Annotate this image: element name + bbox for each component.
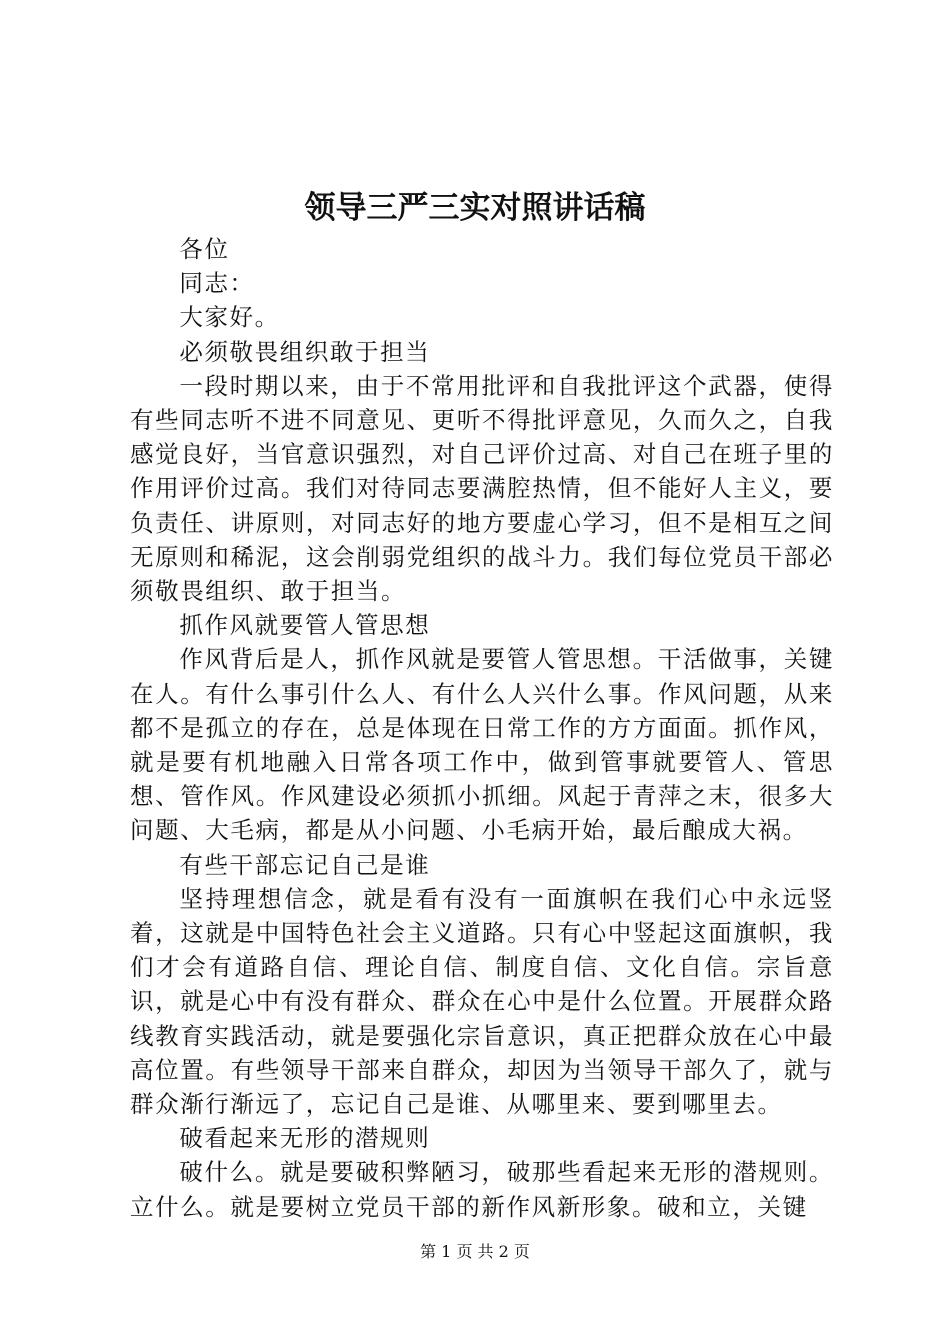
section-heading: 破看起来无形的潜规则	[179, 1124, 431, 1153]
body-paragraph: 坚持理想信念，就是看有没有一面旗帜在我们心中永远竖着，这就是中国特色社会主义道路。只有心中竖起这面旗帜，我们才会有道路自信、理论自信、制度自信、文化自信。宗旨意识，就是心中有没有群众、群众在心中是什么位置。开展群众路线教育实践活动，就是要强化宗旨意识，真正把群众放在心中最高位置。有些领导干部来自群众，却因为当领导干部久了，就与群众渐行渐远了，忘记自己是谁、从哪里来、要到哪里去。	[130, 884, 834, 1119]
section-heading: 必须敬畏组织敢于担当	[179, 337, 431, 366]
greeting-line: 各位	[179, 235, 230, 263]
greeting-line: 大家好。	[179, 303, 280, 332]
page-number-footer: 第 1 页 共 2 页	[420, 1242, 530, 1261]
greeting-line: 同志：	[179, 269, 255, 298]
body-paragraph: 一段时期以来，由于不常用批评和自我批评这个武器，使得有些同志听不进不同意见、更听不得批评意见，久而久之，自我感觉良好，当官意识强烈，对自己评价过高、对自己在班子里的作用评价过高。我们对待同志要满腔热情，但不能好人主义，要负责任、讲原则，对同志好的地方要虚心学习，但不是相互之间无原则和稀泥，这会削弱党组织的战斗力。我们每位党员干部必须敬畏组织、敢于担当。	[130, 371, 834, 606]
body-paragraph: 破什么。就是要破积弊陋习，破那些看起来无形的潜规则。立什么。就是要树立党员干部的新作风新形象。破和立，关键	[130, 1158, 834, 1221]
document-body	[130, 232, 834, 1224]
document-title: 领导三严三实对照讲话稿	[304, 190, 646, 226]
section-heading: 有些干部忘记自己是谁	[179, 850, 431, 879]
section-heading: 抓作风就要管人管思想	[179, 611, 431, 640]
body-paragraph: 作风背后是人，抓作风就是要管人管思想。干活做事，关键在人。有什么事引什么人、有什么人兴什么事。作风问题，从来都不是孤立的存在，总是体现在日常工作的方方面面。抓作风，就是要有机地融入日常各项工作中，做到管事就要管人、管思想、管作风。作风建设必须抓小抓细。风起于青萍之末，很多大问题、大毛病，都是从小问题、小毛病开始，最后酿成大祸。	[130, 645, 834, 845]
